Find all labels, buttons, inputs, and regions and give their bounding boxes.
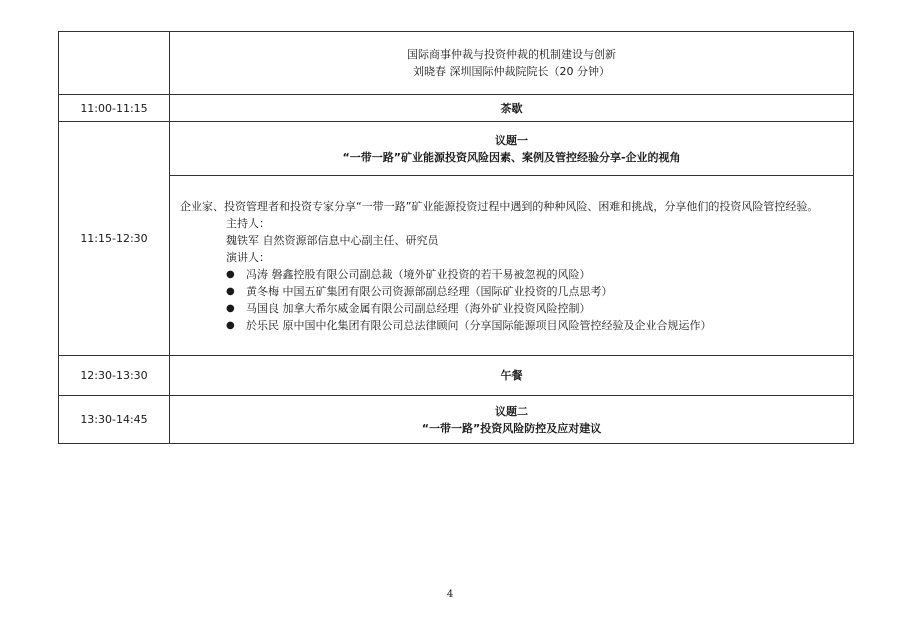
topic2-label: 议题二 — [495, 404, 528, 418]
content-cell — [170, 32, 854, 95]
bullet-icon: ● — [226, 268, 235, 280]
agenda-row-topic2 — [59, 396, 854, 444]
speakers-label: 演讲人： — [226, 250, 270, 264]
speaker-item — [226, 266, 843, 283]
time-cell: 11:15-12:30 — [59, 122, 170, 356]
agenda-row-lunch — [59, 356, 854, 396]
tea-break-title: 茶歇 — [170, 95, 854, 122]
keynote-title: 国际商事仲裁与投资仲裁的机制建设与创新 — [407, 48, 616, 61]
speaker-text: 马国良 加拿大希尔威金属有限公司副总经理（海外矿业投资风险控制） — [246, 301, 591, 315]
agenda-row-topic1-heading — [59, 122, 854, 176]
host-label: 主持人： — [226, 216, 270, 230]
speaker-text: 於乐民 原中国中化集团有限公司总法律顾问（分享国际能源项目风险管控经验及企业合规运作） — [246, 318, 712, 332]
bullet-icon: ● — [226, 319, 235, 331]
speaker-text: 黄冬梅 中国五矿集团有限公司资源部副总经理（国际矿业投资的几点思考） — [246, 284, 613, 298]
time-cell: 12:30-13:30 — [59, 356, 170, 396]
topic1-detail-cell — [170, 176, 854, 356]
host-name: 魏铁军 自然资源部信息中心副主任、研究员 — [226, 233, 439, 247]
keynote-speaker: 刘晓春 深圳国际仲裁院院长（20 分钟） — [413, 65, 610, 78]
agenda-table — [58, 31, 854, 444]
lunch-title: 午餐 — [170, 356, 854, 396]
topic1-label: 议题一 — [495, 133, 528, 147]
speaker-item — [226, 283, 843, 300]
agenda-row-keynote — [59, 32, 854, 95]
bullet-icon: ● — [226, 285, 235, 297]
topic1-heading-cell — [170, 122, 854, 176]
speaker-list — [180, 266, 843, 334]
topic2-heading-cell — [170, 396, 854, 444]
speaker-item — [226, 300, 843, 317]
topic1-description: 企业家、投资管理者和投资专家分享“一带一路”矿业能源投资过程中遇到的种种风险、困难和挑战，分享他们的投资风险管控经验。 — [180, 199, 819, 213]
agenda-row-tea-break — [59, 95, 854, 122]
time-cell: 11:00-11:15 — [59, 95, 170, 122]
time-cell: 13:30-14:45 — [59, 396, 170, 444]
topic1-title: “一带一路”矿业能源投资风险因素、案例及管控经验分享-企业的视角 — [342, 150, 681, 164]
agenda-row-topic1-detail — [59, 176, 854, 356]
time-cell — [59, 32, 170, 95]
topic2-title: “一带一路”投资风险防控及应对建议 — [421, 421, 602, 435]
speaker-text: 冯涛 磐鑫控股有限公司副总裁（境外矿业投资的若干易被忽视的风险） — [246, 267, 591, 281]
speaker-item — [226, 317, 843, 334]
page-number: 4 — [446, 589, 454, 600]
bullet-icon: ● — [226, 302, 235, 314]
